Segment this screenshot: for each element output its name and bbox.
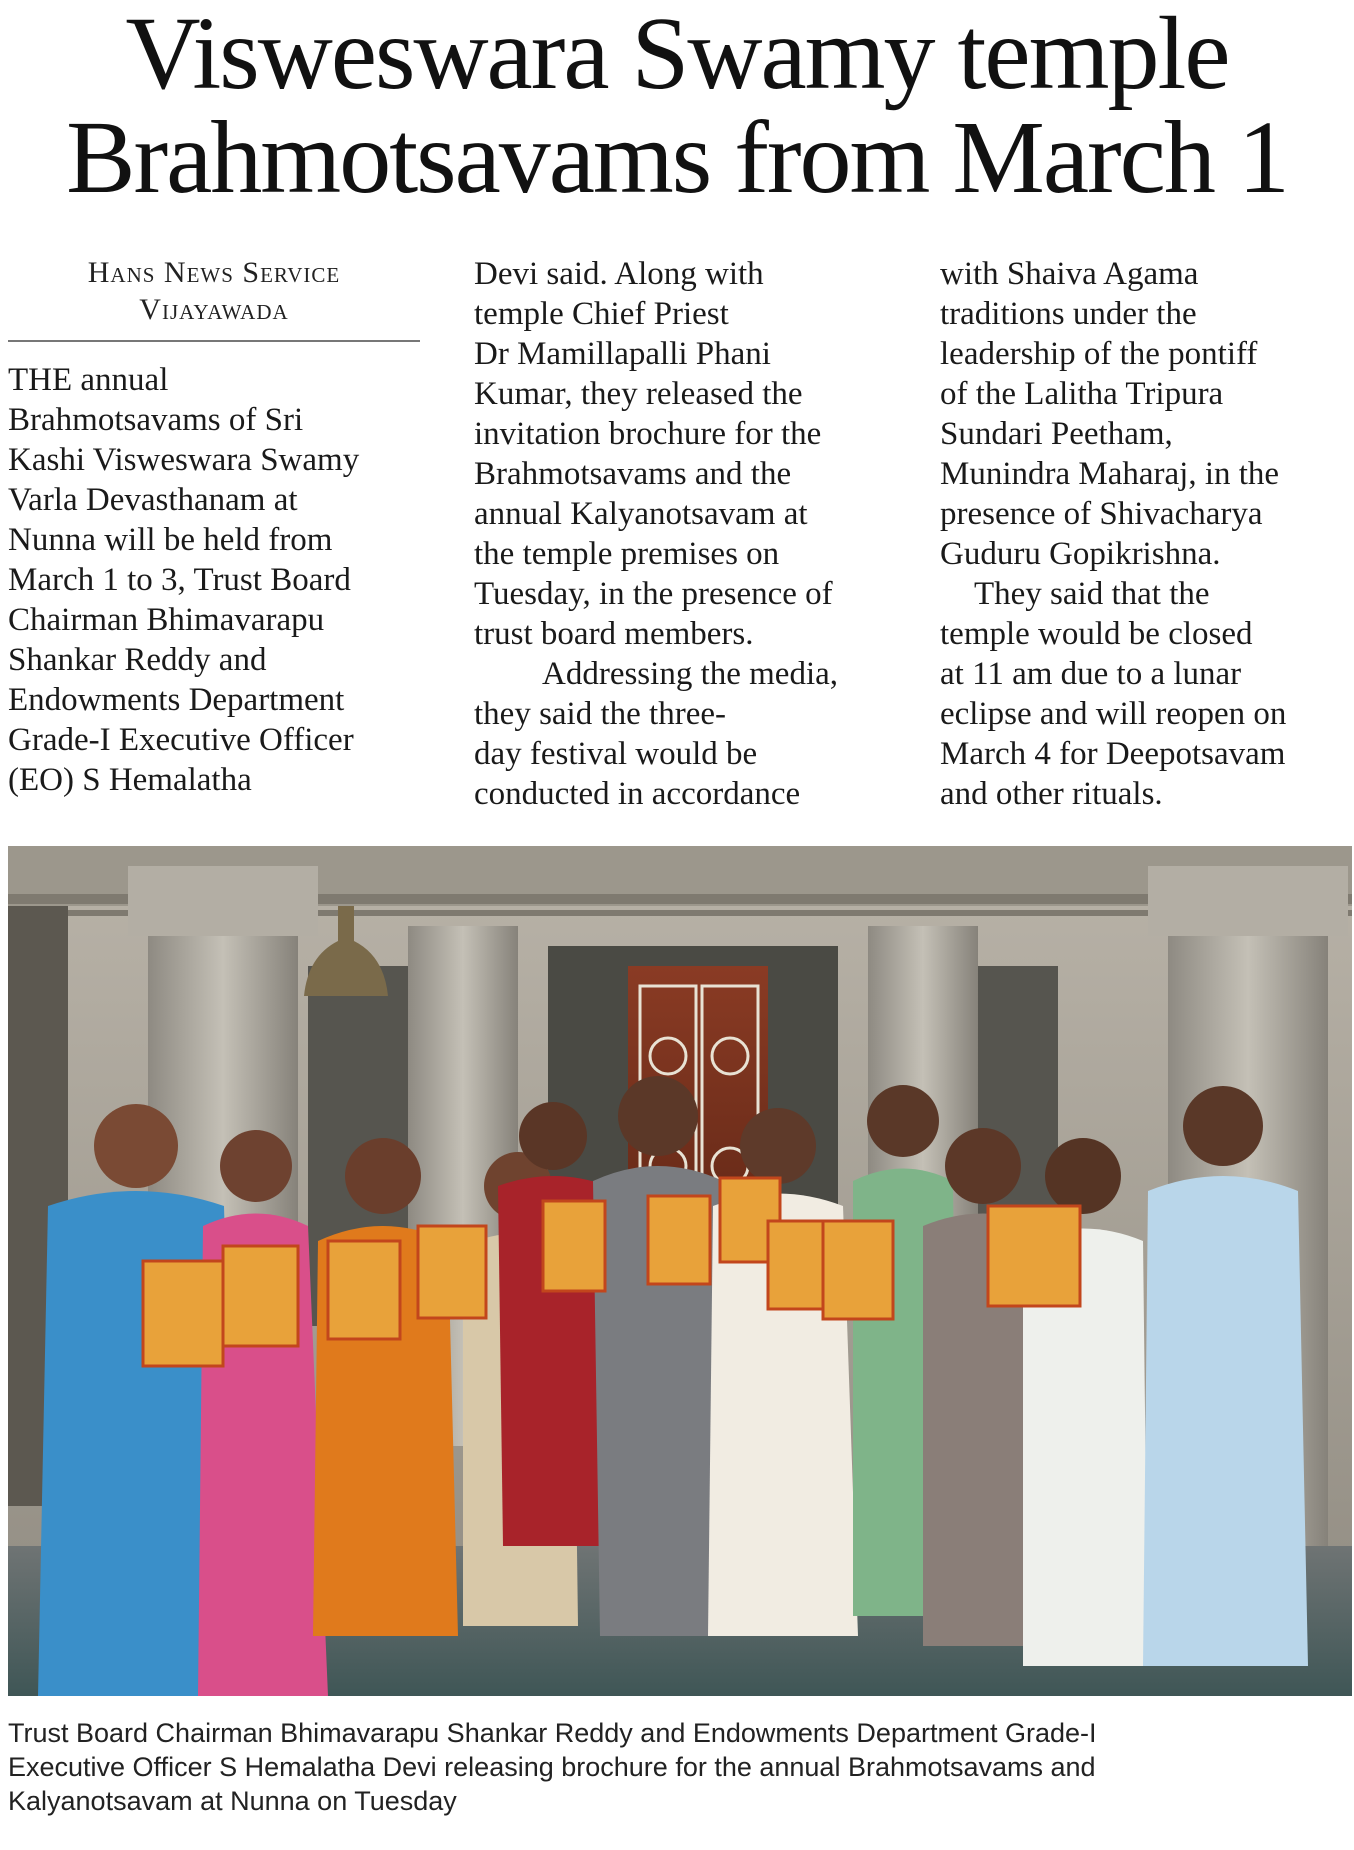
text-line: temple Chief Priest <box>474 296 729 332</box>
byline <box>8 254 420 328</box>
article-column-2 <box>474 254 914 814</box>
text-line: Kashi Visweswara Swamy <box>8 442 360 478</box>
text-line: Nunna will be held from <box>8 522 333 558</box>
text-line: they said the three- <box>474 696 726 732</box>
text-line: Grade-I Executive Officer <box>8 722 354 758</box>
text-line: Guduru Gopikrishna. <box>940 536 1221 572</box>
text-line: Chairman Bhimavarapu <box>8 602 325 638</box>
text-line: They said that the <box>974 576 1210 612</box>
text-line: temple would be closed <box>940 616 1253 652</box>
text-line: traditions under the <box>940 296 1197 332</box>
caption-line: Executive Officer S Hemalatha Devi releasing brochure for the annual Brahmotsavams and <box>8 1752 1096 1782</box>
temple-group-photo <box>8 846 1352 1696</box>
text-line: Kumar, they released the <box>474 376 803 412</box>
byline-service: Hans News Service <box>87 256 341 289</box>
text-line: (EO) S Hemalatha <box>8 762 252 798</box>
text-line: of the Lalitha Tripura <box>940 376 1224 412</box>
text-line: with Shaiva Agama <box>940 256 1199 292</box>
text-line: presence of Shivacharya <box>940 496 1263 532</box>
headline-line-1: Visweswara Swamy temple <box>125 0 1229 111</box>
text-line: THE annual <box>8 362 169 398</box>
text-line: Addressing the media, <box>542 656 839 692</box>
photo-caption <box>8 1716 1348 1818</box>
text-line: the temple premises on <box>474 536 780 572</box>
text-line: March 1 to 3, Trust Board <box>8 562 351 598</box>
text-line: Sundari Peetham, <box>940 416 1173 452</box>
text-line: Dr Mamillapalli Phani <box>474 336 771 372</box>
news-photo <box>8 846 1352 1696</box>
byline-divider <box>8 340 420 342</box>
text-line: invitation brochure for the <box>474 416 822 452</box>
article-column-1 <box>8 254 420 800</box>
text-line: Munindra Maharaj, in the <box>940 456 1280 492</box>
text-line: Endowments Department <box>8 682 345 718</box>
text-line: eclipse and will reopen on <box>940 696 1287 732</box>
caption-line: Trust Board Chairman Bhimavarapu Shankar Reddy and Endowments Department Grade-I <box>8 1718 1097 1748</box>
text-line: Brahmotsavams of Sri <box>8 402 304 438</box>
text-line: annual Kalyanotsavam at <box>474 496 808 532</box>
text-line: Tuesday, in the presence of <box>474 576 833 612</box>
people-group <box>38 1076 1308 1696</box>
text-line: Brahmotsavams and the <box>474 456 792 492</box>
text-line: leadership of the pontiff <box>940 336 1258 372</box>
text-line: conducted in accordance <box>474 776 801 812</box>
text-line: Devi said. Along with <box>474 256 764 292</box>
caption-line: Kalyanotsavam at Nunna on Tuesday <box>8 1786 457 1816</box>
byline-place: Vijayawada <box>139 293 289 326</box>
text-line: Shankar Reddy and <box>8 642 267 678</box>
headline <box>0 0 1354 215</box>
article-column-3 <box>940 254 1352 814</box>
text-line: at 11 am due to a lunar <box>940 656 1242 692</box>
text-line: and other rituals. <box>940 776 1163 812</box>
text-line: Varla Devasthanam at <box>8 482 298 518</box>
text-line: trust board members. <box>474 616 754 652</box>
headline-line-2: Brahmotsavams from March 1 <box>66 100 1288 215</box>
text-line: March 4 for Deepotsavam <box>940 736 1286 772</box>
column-1-text <box>8 360 420 800</box>
text-line: day festival would be <box>474 736 758 772</box>
